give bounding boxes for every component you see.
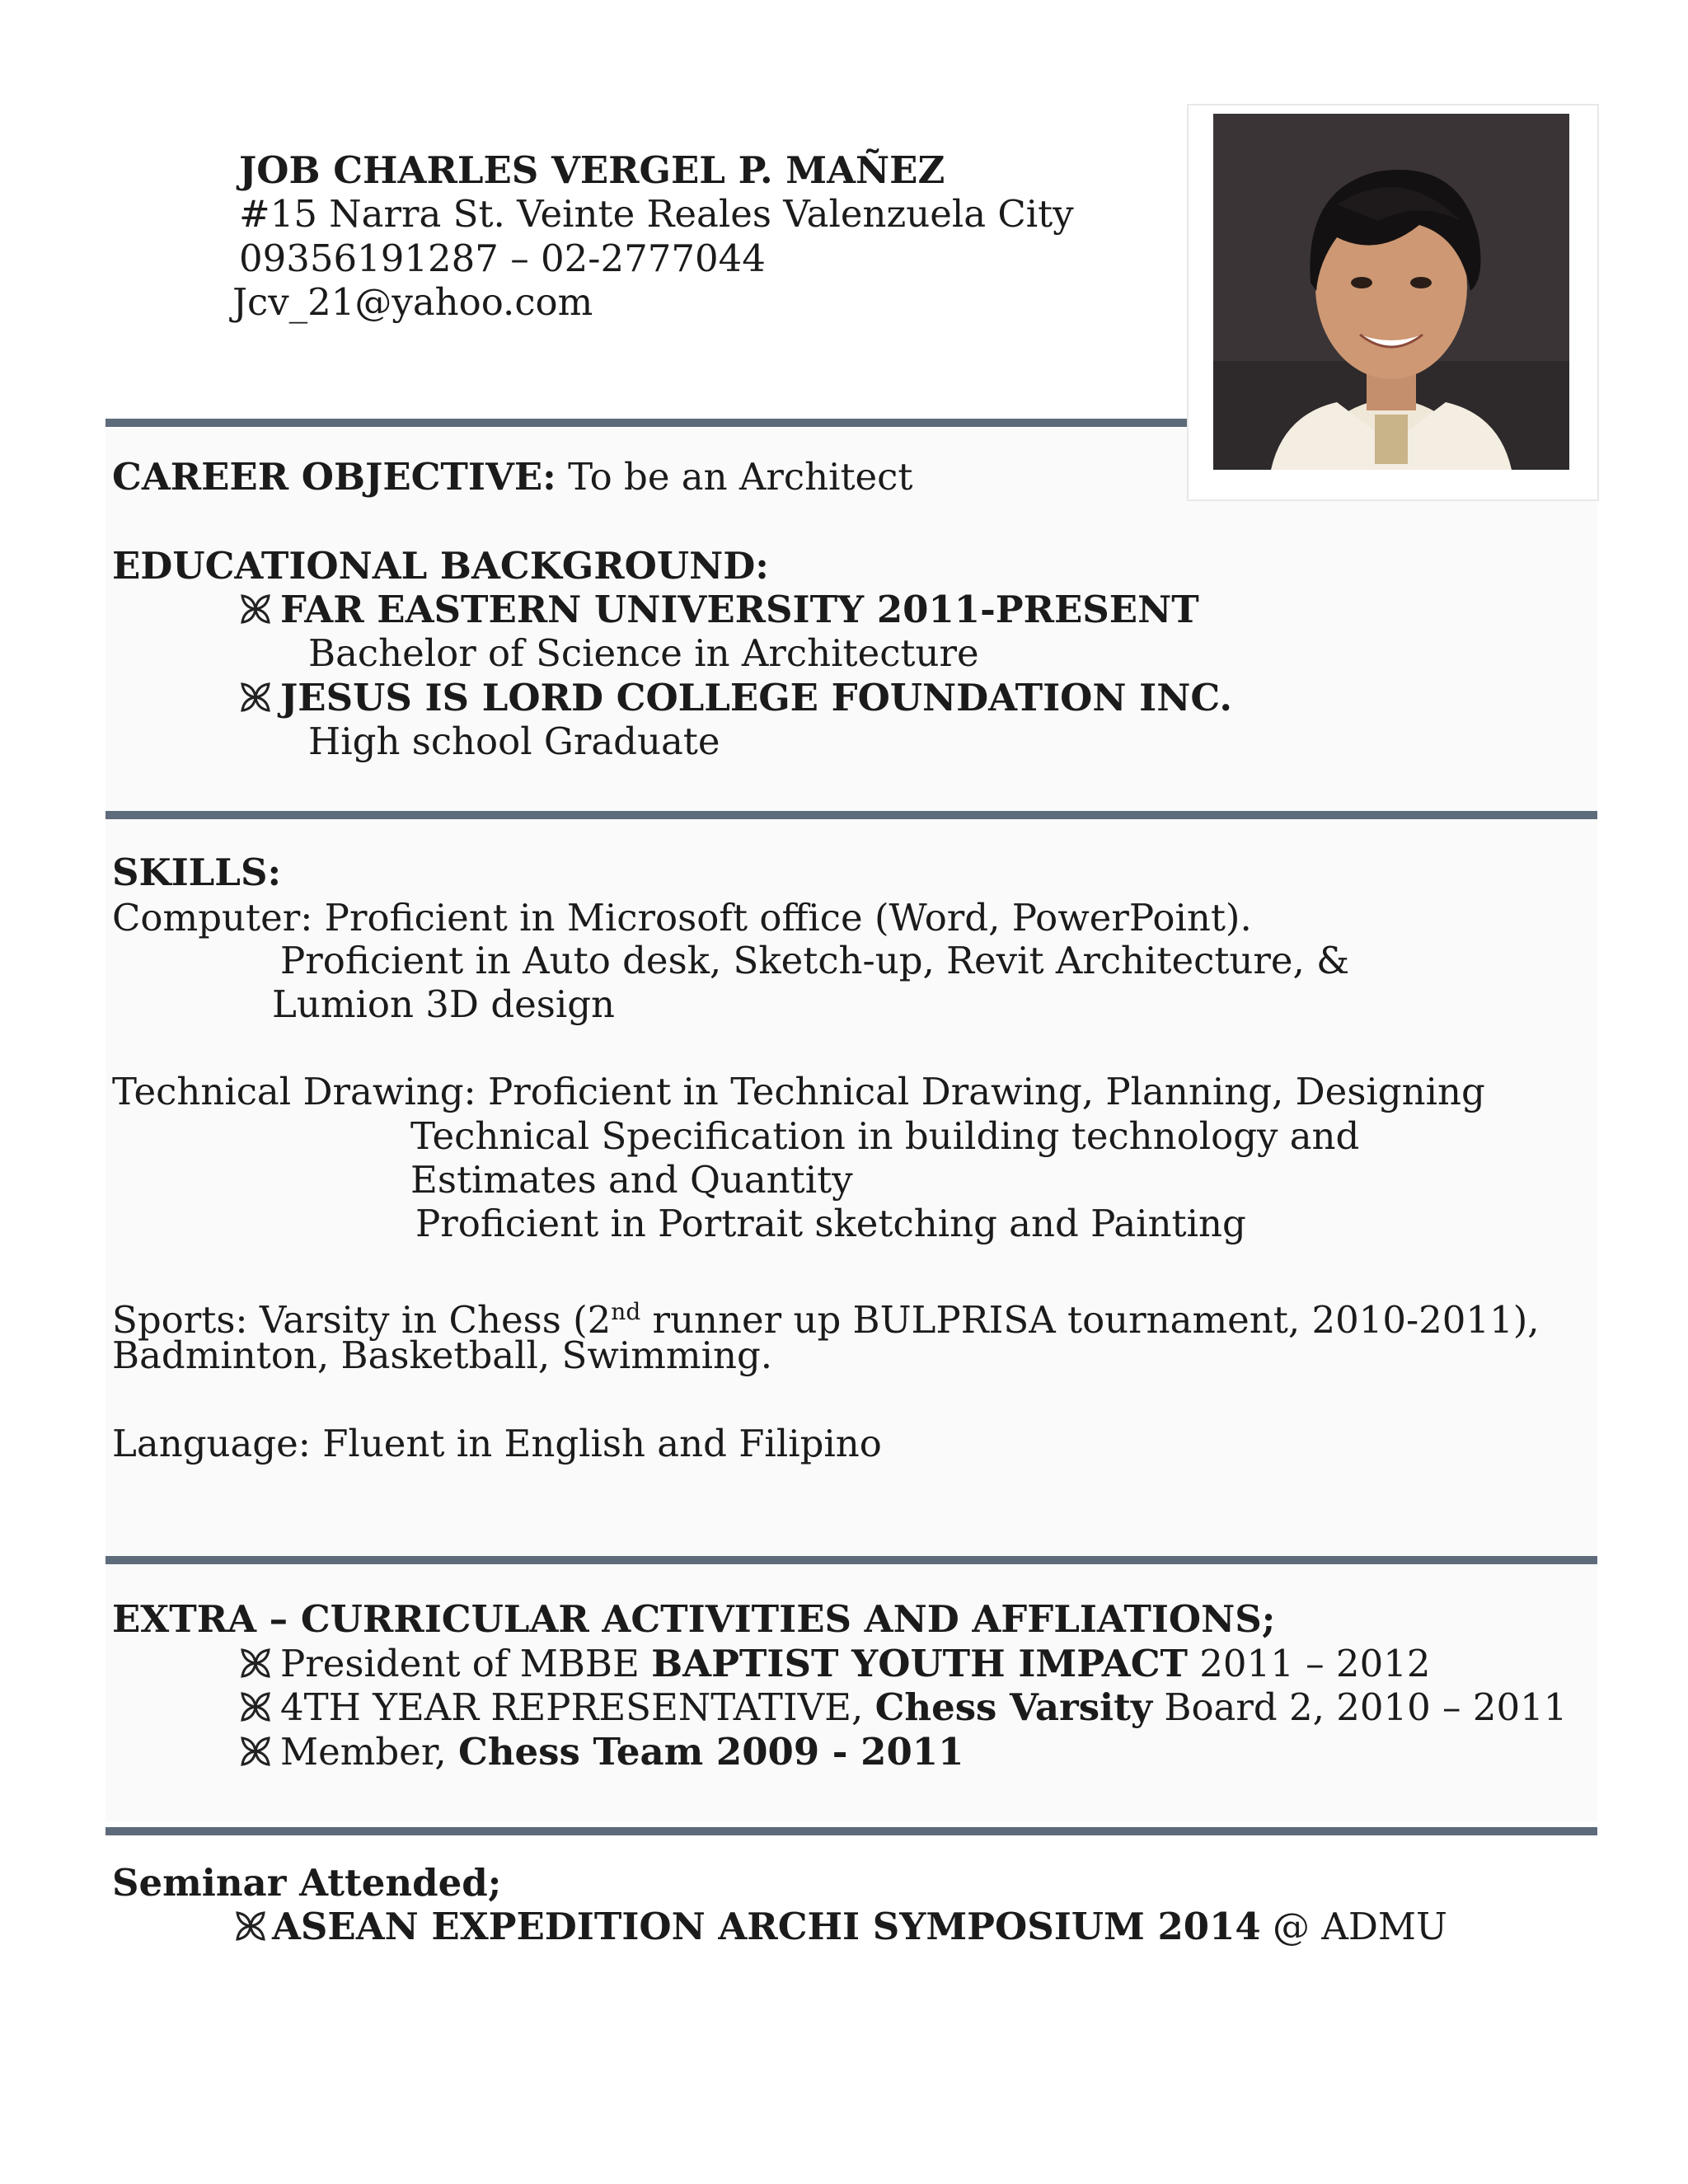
activity-years: 2011 – 2012 <box>1188 1642 1431 1685</box>
skills-computer-line: Computer: Proficient in Microsoft office (Word, PowerPoint). <box>112 896 1252 940</box>
education-item <box>237 588 1199 632</box>
applicant-phones: 09356191287 – 02-2777044 <box>239 237 766 280</box>
photo-frame <box>1187 104 1599 501</box>
activity-text: President of MBBE <box>280 1642 652 1685</box>
section-divider <box>106 1556 1597 1564</box>
portrait-photo <box>1213 114 1569 470</box>
extracurricular-item <box>237 1730 964 1774</box>
ornamental-bullet-icon <box>237 591 280 627</box>
sports-text: Sports: Varsity in Chess (2 <box>112 1298 612 1342</box>
applicant-email: Jcv_21@yahoo.com <box>232 280 593 324</box>
seminar-item <box>232 1905 1447 1949</box>
education-school: FAR EASTERN UNIVERSITY 2011-PRESENT <box>280 588 1199 631</box>
ornamental-bullet-icon <box>237 1733 280 1769</box>
skills-technical-line: Technical Drawing: Proficient in Technical Drawing, Planning, Designing <box>112 1070 1485 1113</box>
education-detail: Bachelor of Science in Architecture <box>308 631 979 675</box>
skills-sports-line: Badminton, Basketball, Swimming. <box>112 1333 773 1377</box>
sports-superscript: nd <box>611 1298 641 1325</box>
skills-heading: SKILLS: <box>112 851 282 894</box>
activity-org: Chess Varsity <box>874 1685 1153 1729</box>
extracurricular-heading: EXTRA – CURRICULAR ACTIVITIES AND AFFLIATIONS; <box>112 1597 1276 1641</box>
seminar-heading: Seminar Attended; <box>112 1861 502 1905</box>
ornamental-bullet-icon <box>232 1908 272 1944</box>
education-school: JESUS IS LORD COLLEGE FOUNDATION INC. <box>280 676 1233 719</box>
sports-text: runner up BULPRISA tournament, 2010-2011), <box>640 1298 1540 1342</box>
activity-org: Chess Team 2009 - 2011 <box>458 1730 964 1774</box>
education-detail: High school Graduate <box>308 719 720 763</box>
activity-text: Member, <box>280 1730 458 1774</box>
skills-computer-line: Proficient in Auto desk, Sketch-up, Revit Architecture, & <box>280 939 1350 982</box>
extracurricular-item <box>237 1685 1567 1730</box>
skills-technical-line: Technical Specification in building technology and <box>410 1114 1360 1158</box>
career-objective <box>112 455 912 499</box>
section-divider <box>106 1827 1597 1835</box>
seminar-venue: @ ADMU <box>1260 1905 1447 1948</box>
ornamental-bullet-icon <box>237 1645 280 1681</box>
applicant-name: JOB CHARLES VERGEL P. MAÑEZ <box>239 148 945 192</box>
skills-technical-line: Estimates and Quantity <box>410 1158 853 1202</box>
seminar-title: ASEAN EXPEDITION ARCHI SYMPOSIUM 2014 <box>272 1905 1261 1948</box>
education-heading: EDUCATIONAL BACKGROUND: <box>112 544 769 588</box>
activity-org: BAPTIST YOUTH IMPACT <box>651 1642 1188 1685</box>
education-item <box>237 676 1232 720</box>
section-divider <box>106 419 1187 427</box>
section-divider <box>106 811 1597 819</box>
activity-text: 4TH YEAR REPRESENTATIVE, <box>280 1685 875 1729</box>
career-objective-label: CAREER OBJECTIVE: <box>112 455 556 499</box>
skills-technical-line: Proficient in Portrait sketching and Painting <box>415 1202 1246 1245</box>
applicant-address: #15 Narra St. Veinte Reales Valenzuela City <box>239 192 1074 236</box>
skills-language: Language: Fluent in English and Filipino <box>112 1422 882 1465</box>
skills-computer-line: Lumion 3D design <box>272 982 616 1026</box>
ornamental-bullet-icon <box>237 1689 280 1725</box>
ornamental-bullet-icon <box>237 679 280 715</box>
career-objective-text: To be an Architect <box>556 455 913 499</box>
activity-years: Board 2, 2010 – 2011 <box>1152 1685 1568 1729</box>
extracurricular-item <box>237 1642 1430 1686</box>
